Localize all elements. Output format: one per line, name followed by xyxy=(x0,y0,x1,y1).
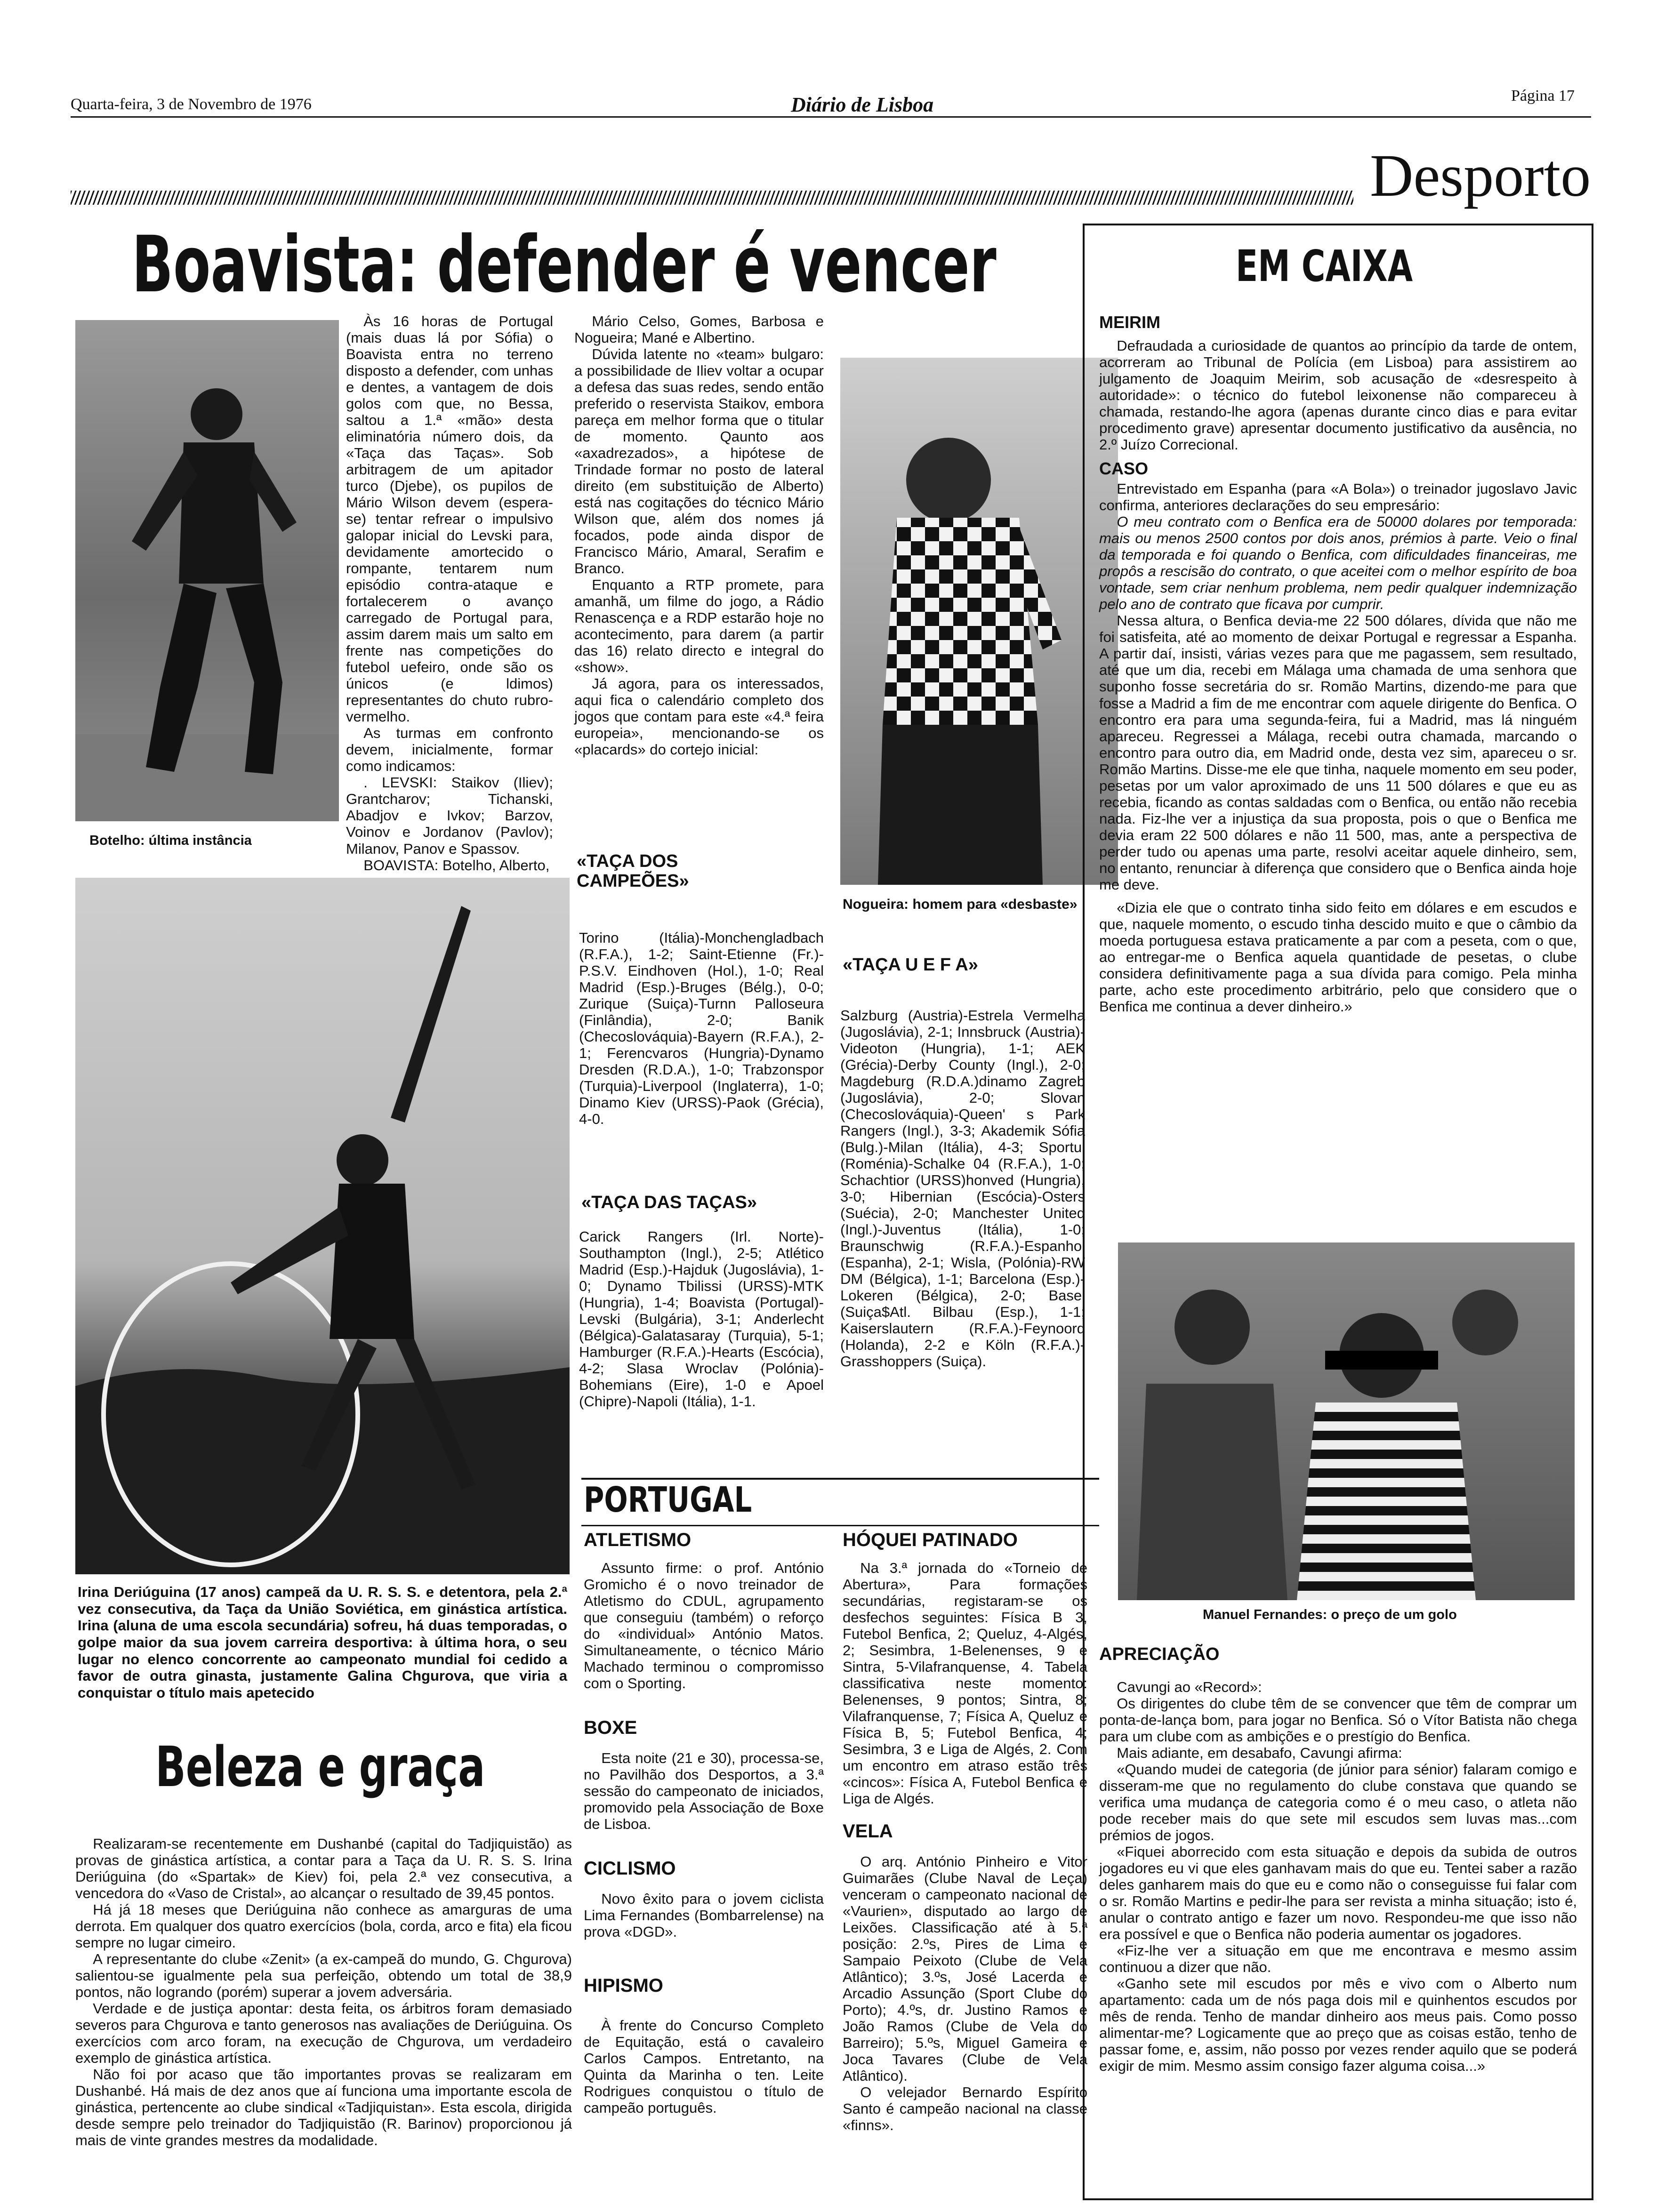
beleza-p4: Verdade e de justiça apontar: desta feita, os árbitros foram demasiado severos para Chgurova e tanto generosos nas avaliações de Deriúguina. Os exercícios com arco foram, na execução de Chgurova, um verdadeiro exemplo de ginástica artística. xyxy=(75,2000,572,2067)
apr-p2: Os dirigentes do clube têm de se convencer que têm de comprar um ponta-de-lança bom, para jogar no Benfica. Só o Vítor Batista não chega para um clube com as ambições e o prestígio do Benfica. xyxy=(1099,1695,1577,1745)
beleza-article xyxy=(75,1835,572,2148)
main-col-1-p3: . LEVSKI: Staikov (Iliev); Grantcharov; Tichanski, Abadjov e Ivkov; Barzov, Voinov e Jordanov (Pavlov); Milanov, Panov e Spassov. xyxy=(346,774,553,857)
portugal-col-right xyxy=(843,1530,1087,2134)
boxe-p: Esta noite (21 e 30), processa-se, no Pavilhão dos Desportos, a 3.ª sessão do campeonato de iniciados, promovido pela Associação de Boxe de Lisboa. xyxy=(584,1750,824,1833)
vela-p1: O arq. António Pinheiro e Vitor Guimarães (Clube Naval de Leça) venceram o campeonato nacional de «Vaurien», disputado ao largo de Leixões. Classificação até à 5.ª posição: 2.ºs, Pires de Lima e Sampaio Peixoto (Clube de Vela Atlântico); 3.ºs, José Lacerda e Arcadio Assunção (Sport Clube do Porto); 4.ºs, dr. Justino Ramos e João Ramos (Clube de Vela do Barreiro); 5.ºs, Miguel Gameira e Joca Tavares (Clube de Vela Atlântico). xyxy=(843,1853,1087,2084)
caso-p3: Nessa altura, o Benfica devia-me 22 500 dólares, dívida que não me foi satisfeita, até ao momento de deixar Portugal e regressar a Espanha. A partir daí, insisti, várias vezes para que me pagassem, sem resultado, até que um dia, recebi em Málaga uma chamada de uma senhora que suponho fosse secretária do sr. Romão Martins, dizendo-me para que fosse a Madrid a fim de me encontrar com aquele dirigente do Benfica. O encontro era para uma segunda-feira, fui a Madrid, mas lá ninguém apareceu. Regressei a Málaga, recebi outra chamada, marcando o encontro para outro dia, em Madrid onde, desta vez sim, apareceu o sr. Romão Martins. Disse-me ele que tinha, naquele momento em seu poder, pesetas por um valor aproximado de uns 11 500 dólares e que eu as recebia, ficando as contas saldadas com o Benfica, ou então não recebia nada. Fiz-lhe ver a injustiça da sua proposta, pois o que o Benfica me devia eram 22 500 dólares e não 11 500, mas, ante a perspectiva de perder tudo ou apenas uma parte, resolvi aceitar aquele dinheiro, sem, no entanto, renunciar à diferença que considero que o Benfica ainda hoje me deve. xyxy=(1099,612,1577,893)
manuel-fernandes-caption: Manuel Fernandes: o preço de um golo xyxy=(1203,1607,1457,1622)
crowd-players xyxy=(1118,1242,1575,1600)
nogueira-photo xyxy=(840,358,1118,885)
nogueira-caption: Nogueira: homem para «desbaste» xyxy=(843,897,1078,912)
apreciacao-text xyxy=(1099,1679,1577,2074)
main-col-2-p4: Já agora, para os interessados, aqui fica o calendário completo dos jogos que contam para este «4.ª feira europeia», mencionando-se os «placards» do cortejo inicial: xyxy=(574,675,824,758)
taca-uefa-results: Salzburg (Austria)-Estrela Vermelha (Jugoslávia), 2-1; Innsbruck (Austria)-Videoton (Hungria), 1-1; AEK (Grécia)-Derby County (Ingl.), 2-0; Magdeburg (R.D.A.)dinamo Zagreb (Jugoslávia), 2-0; Slovan (Checoslováquia)-Queen' s Park Rangers (Ingl.), 3-3; Akademik Sófia (Bulg.)-Milan (Itália), 4-3; Sportul (Roménia)-Schalke 04 (R.F.A.), 1-0; Schachtior (URSS)honved (Hungria), 3-0; Hibernian (Escócia)-Osters (Suécia), 2-0; Manchester United (Ingl.)-Juventus (Itália), 1-0; Braunschwig (R.F.A.)-Espanhol (Espanha), 2-1; Wisla, (Polónia)-RW DM (Bélgica), 1-1; Barcelona (Esp.)-Lokeren (Bélgica), 2-0; Basel (Suiça$Atl. Bilbau (Esp.), 1-1; Kaiserslautern (R.F.A.)-Feynoord (Holanda), 2-2 e Köln (R.F.A.)-Grasshoppers (Suiça). xyxy=(840,1007,1085,1370)
issue-date: Quarta-feira, 3 de Novembro de 1976 xyxy=(71,96,312,113)
gymnast-photo xyxy=(75,878,570,1574)
main-col-1-p1: Às 16 horas de Portugal (mais duas lá por Sófia) o Boavista entra no terreno disposto a defender, com unhas e dentes, a vantagem de dois golos com que, no Bessa, saltou a 1.ª «mão» desta eliminatória número dois, da «Taça das Taças». Sob arbitragem de um apitador turco (Djebe), os pupilos de Mário Wilson devem (espera-se) tentar refrear o impulsivo galopar inicial do Levski para, devidamente amortecido o rompante, tentarem num episódio contra-ataque e fortalecerem o avanço carregado de Portugal para, assim darem mais um salto em frente nas competições do futebol uefeiro, onde são os únicos (e ldimos) representantes do chuto rubro-vermelho. xyxy=(346,313,553,725)
manuel-fernandes-photo xyxy=(1118,1242,1575,1600)
beleza-p1: Realizaram-se recentemente em Dushanbé (capital do Tadjiquistão) as provas de ginástica artística, a contar para a Taça da U. R. S. S. Irina Deriúguina (do «Spartak» de Kiev) foi, pela 2.ª vez consecutiva, a vencedora do «Vaso de Cristal», ao alcançar o resultado de 39,45 pontos. xyxy=(75,1835,572,1902)
meirim-text xyxy=(1099,337,1577,453)
gymnast-caption: Irina Deriúguina (17 anos) campeã da U. R. S. S. e detentora, pela 2.ª vez consecutiva, da Taça da União Soviética, em ginástica artística. Irina (aluna de uma escola secundária) sofreu, há duas temporadas, o golpe maior da sua jovem carreira desportiva: à última hora, o seu lugar no elenco concorrente ao campeonato mundial foi cedido a favor de outra ginasta, justamente Galina Chgurova, que viria a conquistar o título mais apetecido xyxy=(78,1584,567,1701)
botelho-caption: Botelho: última instância xyxy=(89,833,252,848)
ciclismo-text xyxy=(584,1891,824,1940)
hoquei-title: HÓQUEI PATINADO xyxy=(843,1530,1018,1550)
main-col-2 xyxy=(574,313,824,758)
apr-p1: Cavungi ao «Record»: xyxy=(1117,1678,1262,1695)
em-caixa-title: EM CAIXA xyxy=(1236,241,1413,291)
checkered-shirt-player xyxy=(840,358,1118,885)
paper-name: Diário de Lisboa xyxy=(791,93,934,116)
masthead xyxy=(71,87,1591,120)
taca-campeoes-results: Torino (Itália)-Monchengladbach (R.F.A.), 1-2; Saint-Etienne (Fr.)-P.S.V. Eindhoven (Hol.), 1-0; Real Madrid (Esp.)-Bruges (Bélg.), 0-0; Zurique (Suiça)-Turnn Palloseura (Finlândia), 2-0; Banik (Checoslováquia)-Bayern (R.F.A.), 2-1; Ferencvaros (Hungria)-Dynamo Dresden (R.D.A.), 1-0; Trabzonspor (Turquia)-Liverpool (Inglaterra), 1-0; Dinamo Kiev (URSS)-Paok (Grécia), 4-0. xyxy=(579,930,824,1128)
hipismo-text xyxy=(584,2017,824,2116)
caso-p1: Entrevistado em Espanha (para «A Bola») o treinador jugoslavo Javic confirma, anteriores declarações do seu empresário: xyxy=(1099,481,1577,514)
hoquei-text xyxy=(843,1560,1087,1807)
main-headline: Boavista: defender é vencer xyxy=(132,219,997,310)
boxe-text xyxy=(584,1750,824,1832)
portugal-col-left xyxy=(584,1530,824,2116)
caso-p4: «Dizia ele que o contrato tinha sido feito em dólares e em escudos e que, naquele momento, o escudo tinha descido muito e que o câmbio da moeda portuguesa estava praticamente a par com a peseta, com o que, ao entregar-me o Benfica aquela quantidade de pesetas, o clube considera definitivamente paga a sua dívida para comigo. Pela minha parte, acho este procedimento arbitrário, pelo que considero que o Benfica me continua a dever dinheiro.» xyxy=(1099,899,1577,1015)
section-banner-hatch xyxy=(71,191,1353,205)
main-col-1 xyxy=(346,313,553,874)
meirim-p: Defraudada a curiosidade de quantos ao princípio da tarde de ontem, acorreram ao Tribunal de Polícia (em Lisboa) para assistirem ao julgamento de Joaquim Meirim, sob acusação de «desrespeito à autoridade»: o técnico do futebol leixonense não compareceu à chamada, restando-lhe agora (apenas durante cinco dias e para evitar procedimento grave) apresentar documento justificativo da ausência, no 2.º Juízo Correcional. xyxy=(1099,337,1577,453)
main-col-2-p1: Mário Celso, Gomes, Barbosa e Nogueira; Mané e Albertino. xyxy=(574,313,824,346)
vela-p2: O velejador Bernardo Espírito Santo é campeão nacional na classe «finns». xyxy=(843,2084,1087,2134)
main-col-1-p2: As turmas em confronto devem, inicialmente, formar como indicamos: xyxy=(346,725,553,775)
gymnast-figure xyxy=(75,878,570,1574)
apr-p5: «Fiquei aborrecido com esta situação e depois da subida de outros jogadores eu vi que eles ganhavam mais do que eu. Tentei saber a razão deles ganharem mais do que eu e como não o conseguisse fui falar com o sr. Romão Martins e pedir-lhe para ser revista a minha situação; isto é, anular o contrato antigo e fazer um novo. Respondeu-me que isso não era possível e que o Benfica não poderia aumentar os jogadores. xyxy=(1099,1843,1577,1943)
main-col-2-p2: Dúvida latente no «team» bulgaro: a possibilidade de Iliev voltar a ocupar a defesa das suas redes, sendo então preferido o reservista Staikov, embora pareça em melhor forma que o titular de momento. Qaunto aos «axadrezados», a hipótese de Trindade formar no posto de lateral direito (em substituição de Alberto) está nas cogitações do técnico Mário Wilson que, além dos nomes já focados, pode ainda dispor de Francisco Mário, Amaral, Serafim e Branco. xyxy=(574,346,824,577)
apr-p3: Mais adiante, em desabafo, Cavungi afirma: xyxy=(1117,1744,1402,1761)
beleza-headline: Beleza e graça xyxy=(155,1734,485,1799)
em-caixa-top xyxy=(1099,313,1577,1015)
beleza-p2: Há já 18 meses que Deriúguina não conhece as amarguras de uma derrota. Em qualquer dos quatro exercícios (bola, corda, arco e fita) ela ficou sempre no lugar cimeiro. xyxy=(75,1901,572,1951)
taca-campeoes-title: «TAÇA DOS CAMPEÕES» xyxy=(577,851,689,891)
apr-p7: «Ganho sete mil escudos por mês e vivo com o Alberto num apartamento: cada um de nós paga dois mil e quinhentos escudos por mês de renda. Tenho de mandar dinheiro aos meus pais. Como posso alimentar-me? Logicamente que ao preço que as coisas estão, tenho de passar fome, e, assim, não posso por vezes render aquilo que se poderá exigir de mim. Mesmo assim consigo fazer alguma coisa...» xyxy=(1099,1975,1577,2075)
hoquei-p: Na 3.ª jornada do «Torneio de Abertura», Para formações secundárias, registaram-se os desfechos seguintes: Física B 3, Futebol Benfica, 2; Queluz, 4-Algés, 2; Sesimbra, 1-Belenenses, 9 e Sintra, 5-Vilafranquense, 4. Tabela classificativa neste momento: Belenenses, 9 pontos; Sintra, 8; Vilafranquense, 7; Física A, Queluz e Física B, 5; Futebol Benfica, 4; Sesimbra, 3 e Liga de Algés, 2. Com um encontro em atraso estão três «cincos»: Física A, Futebol Benfica e Liga de Algés. xyxy=(843,1560,1087,1807)
section-title: Desporto xyxy=(1370,142,1591,209)
hipismo-p: À frente do Concurso Completo de Equitação, está o cavaleiro Carlos Campos. Entretanto, na Quinta da Marinha o ten. Leite Rodrigues conquistou o título de campeão português. xyxy=(584,2017,824,2116)
vela-title: VELA xyxy=(843,1821,893,1842)
em-caixa-bottom xyxy=(1099,1645,1577,2074)
taca-tacas-results: Carick Rangers (Irl. Norte)-Southampton (Ingl.), 2-5; Atlético Madrid (Esp.)-Hajduk (Jugoslávia), 1-0; Dynamo Tbilissi (URSS)-MTK (Hungria), 1-4; Boavista (Portugal)-Levski (Bulgária), 3-1; Anderlecht (Bélgica)-Galatasaray (Turquia), 5-1; Hamburger (R.F.A.)-Hearts (Escócia), 4-2; Slasa Wroclav (Polónia)-Bohemians (Eire), 1-0 e Apoel (Chipre)-Napoli (Itália), 1-1. xyxy=(579,1228,824,1410)
atletismo-title: ATLETISMO xyxy=(584,1530,692,1550)
vela-text xyxy=(843,1853,1087,2133)
main-col-2-p3: Enquanto a RTP promete, para amanhã, um filme do jogo, a Rádio Renascença e a RDP estarão hoje no acontecimento, para darem (a partir das 16) relato directo e integral do «show». xyxy=(574,577,824,676)
atletismo-p: Assunto firme: o prof. António Gromicho é o novo treinador de Atletismo do CDUL, agrupamento que conseguiu (também) o reforço do «individual» António Matos. Simultaneamente, o técnico Mário Machado terminou o compromisso com o Sporting. xyxy=(584,1560,824,1692)
caso-title: CASO xyxy=(1099,458,1149,478)
main-col-1-p4: BOAVISTA: Botelho, Alberto, xyxy=(363,857,550,874)
beleza-p3: A representante do clube «Zenit» (a ex-campeã do mundo, G. Chgurova) salientou-se igualmente pela sua perfeição, obtendo um total de 38,9 pontos, não logrando (porém) superar a jovem adversária. xyxy=(75,1951,572,2001)
apreciacao-title: APRECIAÇÃO xyxy=(1099,1644,1220,1664)
atletismo-text xyxy=(584,1560,824,1691)
portugal-rule-2 xyxy=(581,1525,1099,1526)
botelho-photo xyxy=(75,320,339,821)
ciclismo-title: CICLISMO xyxy=(584,1858,676,1879)
hipismo-title: HIPISMO xyxy=(584,1975,663,1996)
portugal-title: PORTUGAL xyxy=(584,1480,752,1520)
ciclismo-p: Novo êxito para o jovem ciclista Lima Fernandes (Bombarrelense) na prova «DGD». xyxy=(584,1891,824,1940)
taca-uefa-title: «TAÇA U E F A» xyxy=(843,955,978,975)
masthead-rule xyxy=(71,116,1591,118)
taca-tacas-title: «TAÇA DAS TAÇAS» xyxy=(581,1193,757,1212)
apr-p4: «Quando mudei de categoria (de júnior para sénior) falaram comigo e disseram-me que no regulamento do clube constava que quando se verifica uma mudança de categoria como é o meu caso, o atleta não pode receber mais do que sete mil escudos sem luvas mas...com prémios de jogos. xyxy=(1099,1761,1577,1843)
boxe-title: BOXE xyxy=(584,1717,637,1739)
meirim-title: MEIRIM xyxy=(1099,313,1160,332)
goalkeeper-figure xyxy=(75,320,339,821)
apr-p6: «Fiz-lhe ver a situação em que me encontrava e mesmo assim continuou a dizer que não. xyxy=(1099,1942,1577,1976)
caso-p2: O meu contrato com o Benfica era de 50000 dolares por temporada: mais ou menos 2500 contos por dois anos, prémios à parte. Veio o final da temporada e foi quando o Benfica, com dificuldades financeiras, me propôs a rescisão do contrato, o que aceitei com o melhor espírito de boa vontade, sem criar nenhum problema, nem pedir qualquer indemnização pelo ano de contrato que ficava por cumprir. xyxy=(1099,513,1577,613)
page-number: Página 17 xyxy=(1511,87,1575,104)
caso-text xyxy=(1099,481,1577,1015)
beleza-p5: Não foi por acaso que tão importantes provas se realizaram em Dushanbé. Há mais de dez anos que aí funciona uma importante escola de ginástica, pertencente ao clube sindical «Tadjiquistan». Esta escola, dirigida desde sempre pelo treinador do Tadjiquistão (R. Barinov) proporcionou já mais de vinte grandes mestres da modalidade. xyxy=(75,2066,572,2149)
